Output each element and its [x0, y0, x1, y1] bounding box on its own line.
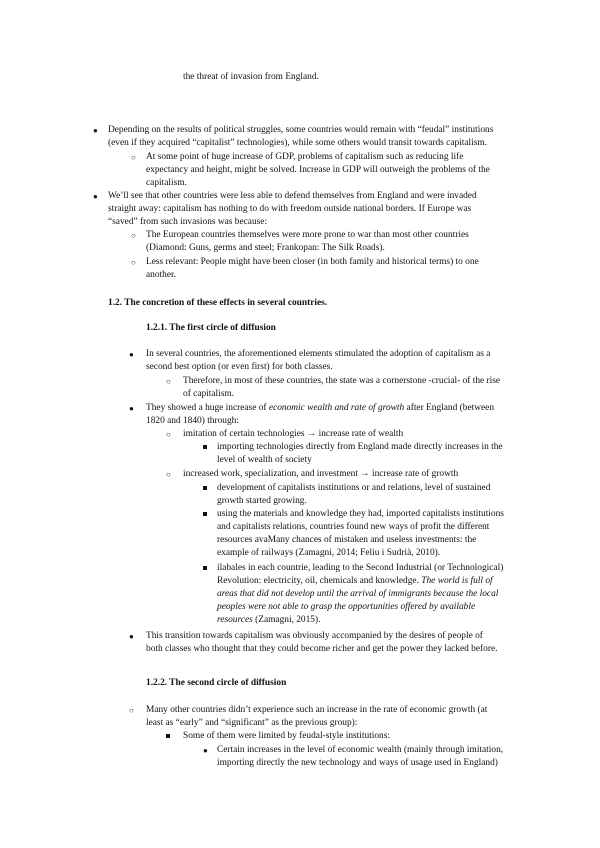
paragraph-line: They showed a huge increase of economic wealth and rate of growth after England (between	[146, 403, 495, 413]
list-item-detail: and capitalists relations, countries found new ways of profit the different	[217, 522, 490, 532]
subsection-heading-2: 1.2.2. The second circle of diffusion	[146, 678, 287, 688]
square-bullet-icon	[203, 566, 207, 570]
list-item-detail: resources (Zamagni, 2015).	[217, 615, 321, 625]
circle-bullet-icon: ○	[131, 231, 136, 240]
bullet-dot-icon: ●	[93, 192, 98, 201]
list-item-detail: Revolution: electricity, oil, chemicals and knowledge. The world is full of	[217, 576, 493, 586]
list-item-detail: importing technologies directly from England made directly increases in the	[217, 442, 503, 452]
paragraph-line: Many other countries didn’t experience such an increase in the rate of economic growth (at	[146, 705, 488, 715]
list-item: imitation of certain technologies → increase rate of wealth	[183, 429, 404, 439]
bullet-1-sub-line: capitalism.	[146, 178, 187, 188]
bullet-1-line: Depending on the results of political struggles, some countries would remain with “feudal” institutions	[108, 125, 494, 135]
bullet-dot-icon: ●	[129, 350, 134, 359]
list-item: Some of them were limited by feudal-style institutions:	[183, 731, 390, 741]
bullet-2-sub-line: Less relevant: People might have been closer (in both family and historical terms) to one	[146, 257, 479, 267]
circle-bullet-icon: ○	[129, 706, 134, 715]
list-item-detail: level of wealth of society	[217, 455, 312, 465]
bullet-dot-icon: ●	[203, 746, 208, 755]
list-item-detail: resources avaMany chances of mistaken and useless investments: the	[217, 535, 477, 545]
bullet-2-sub-line: (Diamond: Guns, germs and steel; Frankopan: The Silk Roads).	[146, 243, 385, 253]
list-item-detail: growth started growing.	[217, 496, 307, 506]
square-bullet-icon	[203, 512, 207, 516]
list-item-detail: development of capitalists institutions or and relations, level of sustained	[217, 483, 491, 493]
bullet-2-sub-line: The European countries themselves were more prone to war than most other countries	[146, 230, 469, 240]
list-item-detail: areas that did not develop until the arrival of immigrants because the local	[217, 589, 499, 599]
bullet-dot-icon: ●	[129, 404, 134, 413]
bullet-1-sub-line: At some point of huge increase of GDP, problems of capitalism such as reducing life	[146, 152, 464, 162]
list-item: increased work, specialization, and investment → increase rate of growth	[183, 469, 459, 479]
bullet-2-line: straight away: capitalism has nothing to do with freedom outside national borders. If Europe was	[108, 204, 472, 214]
circle-bullet-icon: ○	[131, 153, 136, 162]
paragraph-line: This transition towards capitalism was obviously accompanied by the desires of people of	[146, 631, 483, 641]
list-item-detail: importing directly the new technology and ways of usage used in England)	[217, 758, 498, 768]
circle-bullet-icon: ○	[166, 377, 171, 386]
circle-bullet-icon: ○	[166, 430, 171, 439]
list-item-detail: using the materials and knowledge they had, imported capitalists institutions	[217, 509, 504, 519]
list-item-detail: peoples were not able to grasp the opportunities offered by available	[217, 602, 476, 612]
paragraph-line: 1820 and 1840) through:	[146, 416, 239, 426]
list-item-detail: Certain increases in the level of economic wealth (mainly through imitation,	[217, 745, 504, 755]
subsection-heading-1: 1.2.1. The first circle of diffusion	[146, 323, 276, 333]
square-bullet-icon	[166, 734, 170, 738]
bullet-dot-icon: ●	[93, 126, 98, 135]
paragraph-line: both classes who thought that they could become richer and get the power they lacked before.	[146, 644, 498, 654]
square-bullet-icon	[203, 486, 207, 490]
square-bullet-icon	[203, 445, 207, 449]
paragraph-sub-line: of capitalism.	[183, 389, 235, 399]
paragraph-line: In several countries, the aforementioned elements stimulated the adoption of capitalism as a	[146, 349, 491, 359]
list-item-detail: ilabales in each countrie, leading to the Second Industrial (or Technological)	[217, 563, 504, 573]
paragraph-sub-line: Therefore, in most of these countries, the state was a cornerstone -crucial- of the rise	[183, 376, 501, 386]
circle-bullet-icon: ○	[166, 470, 171, 479]
bullet-dot-icon: ●	[129, 632, 134, 641]
circle-bullet-icon: ○	[131, 258, 136, 267]
bullet-2-line: “saved” from such invasions was because:	[108, 217, 268, 227]
bullet-1-sub-line: expectancy and height, might be solved. Increase in GDP will outweigh the problems of the	[146, 165, 490, 175]
bullet-1-line: (even if they acquired “capitalist” technologies), while some others would transit towards capitalism.	[108, 138, 488, 148]
paragraph-line: second best option (or even first) for both classes.	[146, 362, 333, 372]
paragraph-line: least as “early” and “significant” as the previous group):	[146, 718, 358, 728]
bullet-2-sub-line: another.	[146, 270, 176, 280]
bullet-2-line: We’ll see that other countries were less able to defend themselves from England and were invaded	[108, 191, 477, 201]
continued-text: the threat of invasion from England.	[183, 72, 319, 82]
section-heading: 1.2. The concretion of these effects in several countries.	[108, 298, 328, 308]
list-item-detail: example of railways (Zamagni, 2014; Feliu i Sudrià, 2010).	[217, 548, 441, 558]
